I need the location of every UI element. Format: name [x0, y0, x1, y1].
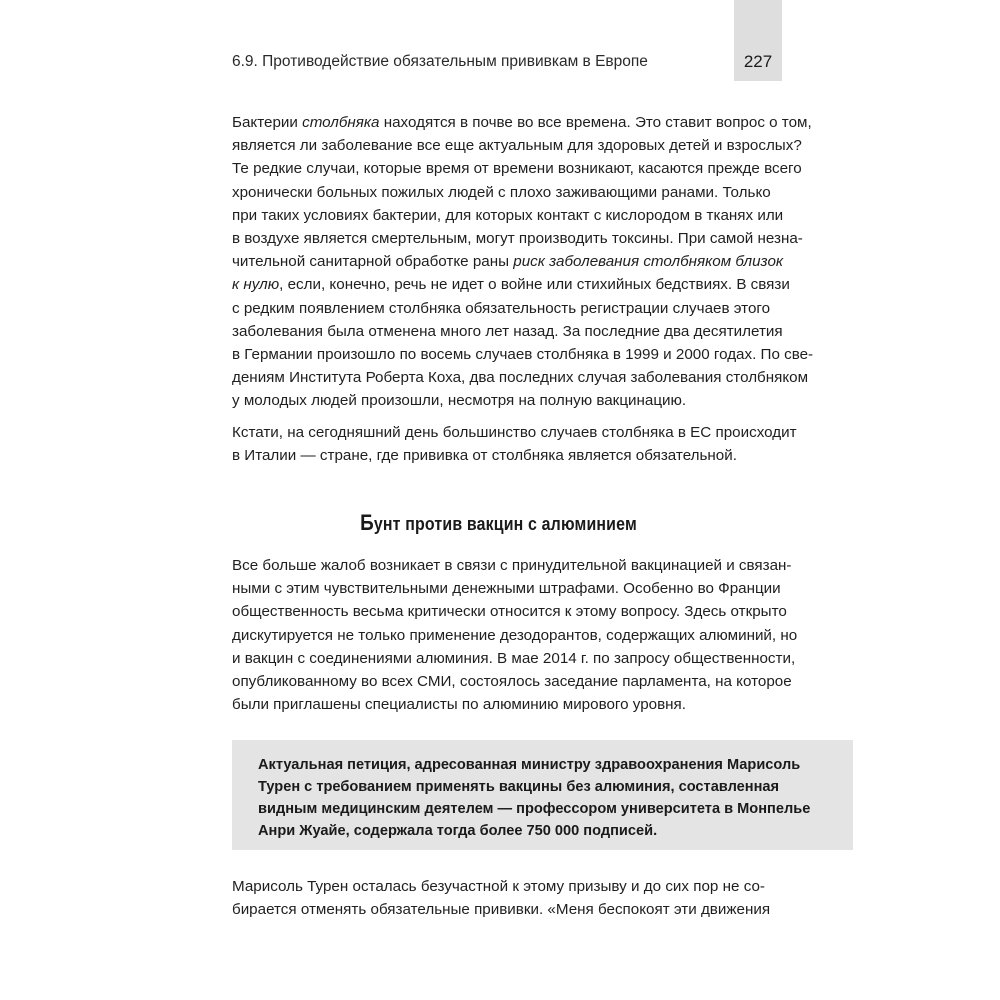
text-line: в Германии произошло по восемь случаев столбняка в 1999 и 2000 годах. По све-	[232, 346, 814, 364]
page-number: 227	[743, 52, 773, 71]
paragraph-tetanus-soil	[232, 111, 814, 413]
emphasis: к нулю	[232, 276, 280, 294]
paragraph-aluminium-protest	[232, 554, 798, 716]
callout-line: видным медицинским деятелем — профессором университета в Монпелье	[258, 801, 811, 817]
text-line: Те редкие случаи, которые время от времени возникают, касаются прежде всего	[232, 160, 802, 178]
text-line: чительной санитарной обработке раны риск заболевания столбняком близок	[232, 253, 784, 271]
petition-callout-text	[258, 754, 811, 842]
callout-line: Анри Жуайе, содержала тогда более 750 000 подписей.	[258, 823, 658, 839]
page-number-tab	[734, 0, 782, 81]
text-line: у молодых людей произошли, несмотря на полную вакцинацию.	[232, 392, 687, 410]
text-line: с редким появлением столбняка обязательность регистрации случаев этого	[232, 299, 771, 317]
text-line: были приглашены специалисты по алюминию мирового уровня.	[232, 696, 686, 714]
callout-line: Турен с требованием применять вакцины без алюминия, составленная	[258, 779, 780, 795]
text-line: Бактерии столбняка находятся в почве во все времена. Это ставит вопрос о том,	[232, 114, 812, 131]
text-line: ными с этим чувствительными денежными штрафами. Особенно во Франции	[232, 580, 781, 598]
text-line: дискутируется не только применение дезодорантов, содержащих алюминий, но	[232, 626, 798, 644]
text-line: Кстати, на сегодняшний день большинство случаев столбняка в ЕС происходит	[232, 424, 797, 441]
petition-callout-box	[232, 740, 853, 850]
text-line: общественность весьма критически относится к этому вопросу. Здесь открыто	[232, 603, 787, 621]
text-line: в Италии — стране, где прививка от столбняка является обязательной.	[232, 447, 737, 465]
text-line: хронически больных пожилых людей с плохо заживающими ранами. Только	[232, 183, 771, 201]
text-line: дениям Института Роберта Коха, два последних случая заболевания столбняком	[232, 369, 809, 387]
section-heading-rest: унт против вакцин с алюминием	[373, 513, 637, 534]
emphasis: столбняка	[302, 114, 380, 131]
text-line: заболевания была отменена много лет назад. За последние два десятилетия	[232, 322, 783, 340]
running-head-title: 6.9. Противодействие обязательным прививкам в Европе	[232, 53, 648, 70]
paragraph-touraine-response	[232, 875, 771, 921]
text-line: к нулю, если, конечно, речь не идет о войне или стихийных бедствиях. В связи	[232, 276, 790, 294]
callout-line: Актуальная петиция, адресованная министру здравоохранения Марисоль	[258, 757, 801, 773]
section-heading-initial: Б	[360, 510, 374, 535]
text-line: при таких условиях бактерии, для которых контакт с кислородом в тканях или	[232, 206, 784, 224]
text-line: опубликованному во всех СМИ, состоялось заседание парламента, на которое	[232, 673, 792, 691]
section-heading-aluminium	[269, 510, 727, 537]
text-line: является ли заболевание все еще актуальным для здоровых детей и взрослых?	[232, 137, 802, 155]
text-line: бирается отменять обязательные прививки. «Меня беспокоят эти движения	[232, 901, 771, 919]
emphasis: риск заболевания столбняком близок	[513, 253, 784, 271]
paragraph-tetanus-italy	[232, 421, 797, 467]
text-line: и вакцин с соединениями алюминия. В мае 2014 г. по запросу общественности,	[232, 649, 796, 667]
text-line: в воздухе является смертельным, могут производить токсины. При самой незна-	[232, 230, 803, 248]
text-line: Все больше жалоб возникает в связи с принудительной вакцинацией и связан-	[232, 557, 792, 574]
text-line: Марисоль Турен осталась безучастной к этому призыву и до сих пор не со-	[232, 878, 765, 895]
